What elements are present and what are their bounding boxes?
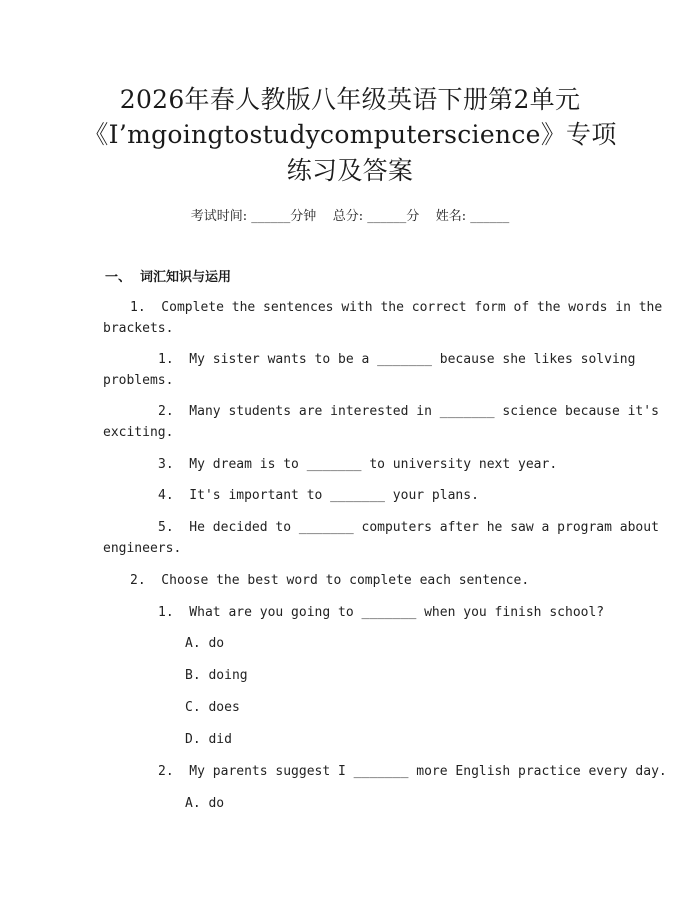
q1-item-2-cont: exciting.: [103, 425, 174, 440]
document-title-line-2: 《I’mgoingtostudycomputerscience》专项: [83, 120, 617, 149]
q2-item-1-option-d: D. did: [185, 732, 232, 747]
q2-item-1-option-a: A. do: [185, 636, 225, 651]
q2-item-1-option-b: B. doing: [185, 668, 248, 683]
q2-item-1-option-c: C. does: [185, 700, 240, 715]
section-heading: 一、 词汇知识与运用: [105, 270, 232, 285]
question-2-stem: 2. Choose the best word to complete each sentence.: [130, 573, 530, 588]
q2-item-1: 1. What are you going to _______ when you finish school?: [158, 605, 605, 620]
q1-item-5-cont: engineers.: [103, 541, 182, 556]
q1-item-2: 2. Many students are interested in _______ science because it's: [158, 404, 659, 419]
q1-item-1: 1. My sister wants to be a _______ because she likes solving: [158, 352, 636, 367]
exam-info-line: 考试时间: ______分钟 总分: ______分 姓名: ______: [190, 209, 510, 224]
document-title-line-1: 2026年春人教版八年级英语下册第2单元: [119, 85, 581, 114]
question-1-stem-cont: brackets.: [103, 321, 174, 336]
question-1-stem: 1. Complete the sentences with the correct form of the words in the: [130, 300, 663, 315]
document-title-line-3: 练习及答案: [286, 156, 414, 185]
q1-item-4: 4. It's important to _______ your plans.: [158, 488, 479, 503]
q1-item-5: 5. He decided to _______ computers after he saw a program about: [158, 520, 659, 535]
q1-item-3: 3. My dream is to _______ to university next year.: [158, 457, 558, 472]
q2-item-2: 2. My parents suggest I _______ more English practice every day.: [158, 764, 667, 779]
q2-item-2-option-a: A. do: [185, 796, 225, 811]
q1-item-1-cont: problems.: [103, 373, 174, 388]
